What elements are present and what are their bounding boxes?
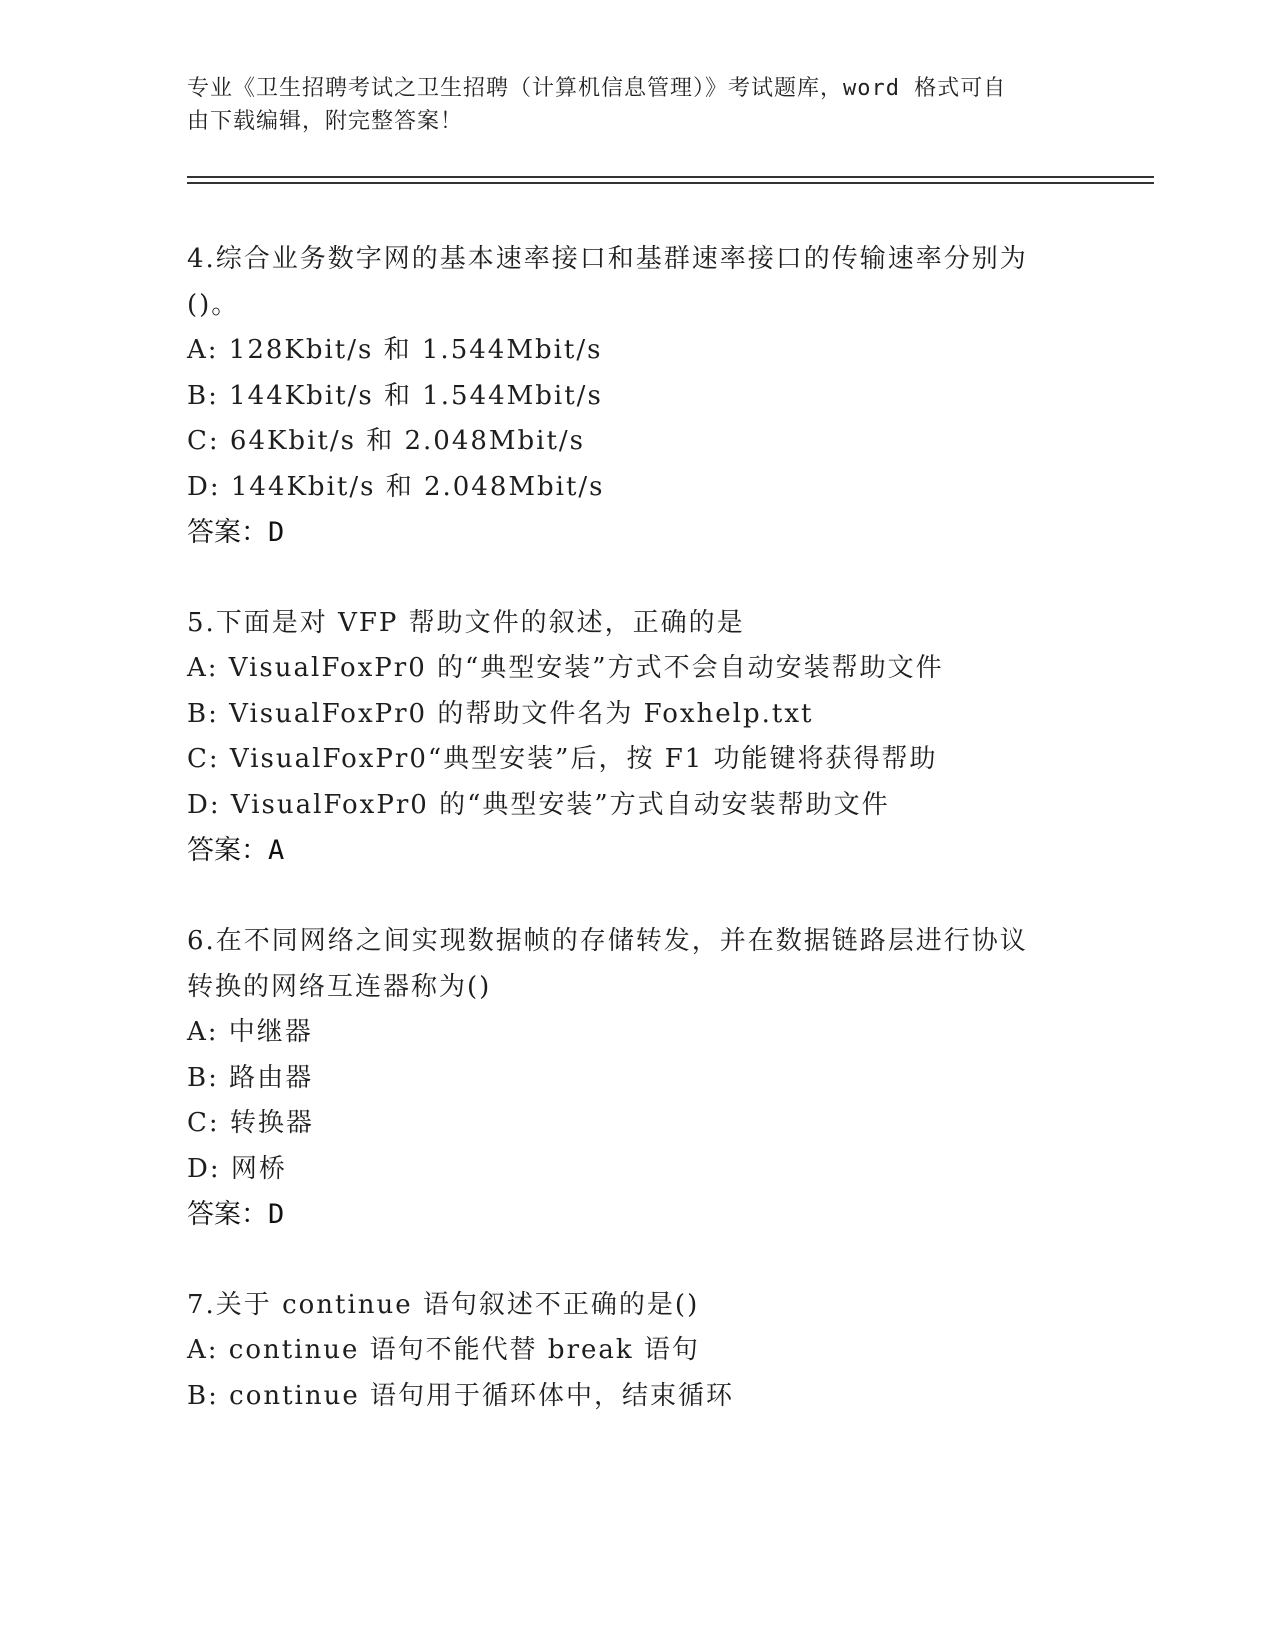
option-c: C: VisualFoxPr0“典型安装”后，按 F1 功能键将获得帮助 bbox=[187, 744, 938, 774]
option-b: B: 路由器 bbox=[187, 1062, 314, 1093]
option-c: C: 转换器 bbox=[187, 1108, 314, 1138]
question-stem: 4.综合业务数字网的基本速率接口和基群速率接口的传输速率分别为 bbox=[187, 244, 1028, 274]
question-4 bbox=[187, 236, 1067, 556]
question-7 bbox=[187, 1282, 1067, 1419]
header-line-2: 由下载编辑，附完整答案！ bbox=[187, 109, 464, 134]
option-d: D: VisualFoxPr0 的“典型安装”方式自动安装帮助文件 bbox=[187, 789, 890, 820]
question-5 bbox=[187, 600, 1067, 874]
option-d: D: 网桥 bbox=[187, 1153, 287, 1184]
header-divider-bottom bbox=[187, 182, 1154, 184]
option-c: C: 64Kbit/s 和 2.048Mbit/s bbox=[187, 426, 586, 456]
option-a: A: 128Kbit/s 和 1.544Mbit/s bbox=[187, 335, 603, 365]
header-line-1: 专业《卫生招聘考试之卫生招聘（计算机信息管理）》考试题库，word 格式可自 bbox=[187, 76, 1007, 101]
answer-label: 答案：A bbox=[187, 835, 285, 866]
question-6 bbox=[187, 918, 1067, 1238]
option-b: B: VisualFoxPr0 的帮助文件名为 Foxhelp.txt bbox=[187, 698, 814, 729]
option-b: B: continue 语句用于循环体中，结束循环 bbox=[187, 1380, 734, 1411]
header-divider-top bbox=[187, 176, 1154, 178]
question-stem: 5.下面是对 VFP 帮助文件的叙述，正确的是 bbox=[187, 608, 745, 638]
option-a: A: VisualFoxPr0 的“典型安装”方式不会自动安装帮助文件 bbox=[187, 653, 944, 683]
option-a: A: 中继器 bbox=[187, 1017, 313, 1047]
answer-label: 答案：D bbox=[187, 1199, 285, 1230]
question-stem-continued: 转换的网络互连器称为() bbox=[187, 972, 492, 1002]
answer-label: 答案：D bbox=[187, 517, 285, 548]
question-list bbox=[187, 236, 1067, 1463]
option-a: A: continue 语句不能代替 break 语句 bbox=[187, 1335, 700, 1365]
option-b: B: 144Kbit/s 和 1.544Mbit/s bbox=[187, 380, 603, 411]
question-stem: 7.关于 continue 语句叙述不正确的是() bbox=[187, 1290, 700, 1320]
option-d: D: 144Kbit/s 和 2.048Mbit/s bbox=[187, 471, 605, 502]
question-stem: 6.在不同网络之间实现数据帧的存储转发，并在数据链路层进行协议 bbox=[187, 926, 1028, 956]
document-header bbox=[187, 72, 1067, 138]
question-stem-continued: ()。 bbox=[187, 290, 240, 320]
